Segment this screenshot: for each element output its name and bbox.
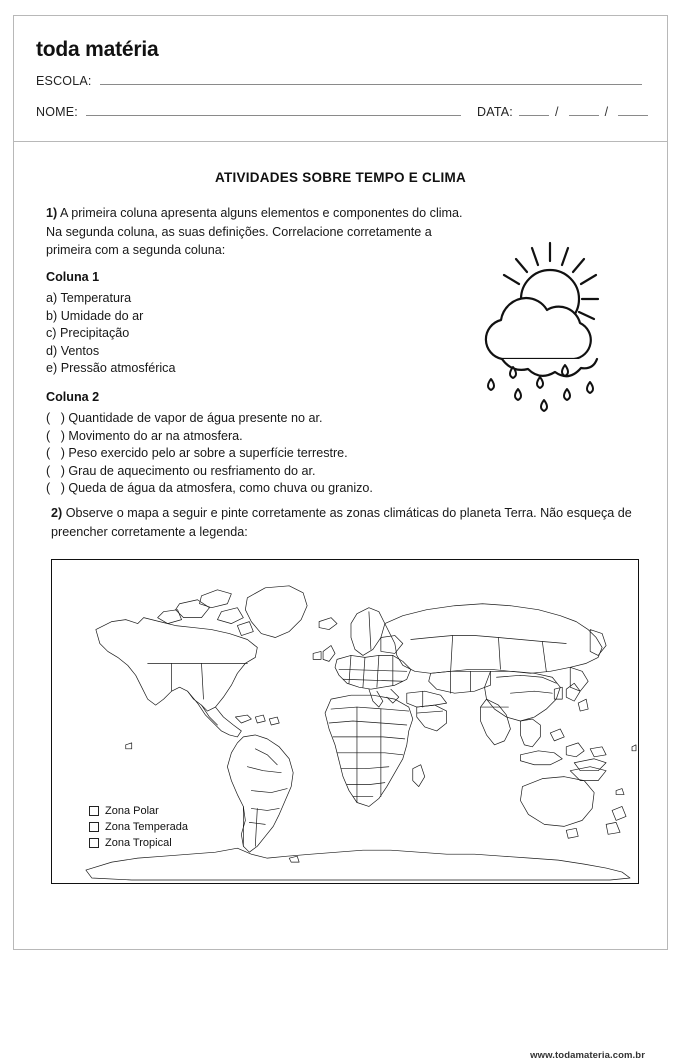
question-1-text: A primeira coluna apresenta alguns elementos e componentes do clima. Na segunda coluna, as suas definições. Correlacione corretamente a primeira com a segunda coluna: xyxy=(46,206,463,257)
column-2-item[interactable]: ( ) Grau de aquecimento ou resfriamento do ar. xyxy=(46,463,316,478)
worksheet-page xyxy=(13,15,668,1061)
date-separator-2: / xyxy=(604,105,609,119)
school-label: ESCOLA: xyxy=(36,74,92,88)
date-month-line[interactable] xyxy=(569,115,599,116)
question-1-number: 1) xyxy=(46,206,58,220)
legend-item-zona-tropical[interactable] xyxy=(89,837,188,849)
page-title: ATIVIDADES SOBRE TEMPO E CLIMA xyxy=(214,170,466,185)
legend-label: Zona Tropical xyxy=(105,837,172,849)
school-input-line[interactable] xyxy=(100,84,642,85)
date-year-line[interactable] xyxy=(618,115,648,116)
legend-item-zona-polar[interactable] xyxy=(89,805,188,817)
date-field-group xyxy=(477,105,648,119)
column-2-heading: Coluna 2 xyxy=(46,390,100,404)
column-1-item: c) Precipitação xyxy=(46,326,130,341)
map-legend xyxy=(89,805,188,853)
checkbox-zona-tropical[interactable] xyxy=(89,838,99,848)
checkbox-zona-polar[interactable] xyxy=(89,806,99,816)
column-1-heading: Coluna 1 xyxy=(46,270,100,284)
legend-item-zona-temperada[interactable] xyxy=(89,821,188,833)
column-2-item[interactable]: ( ) Quantidade de vapor de água presente no ar. xyxy=(46,411,323,425)
school-field-row xyxy=(36,74,656,88)
date-day-line[interactable] xyxy=(519,115,549,116)
column-1-item: e) Pressão atmosférica xyxy=(46,361,176,376)
question-2-prompt xyxy=(51,504,651,541)
column-1-item: b) Umidade do ar xyxy=(46,308,144,323)
column-2-item[interactable]: ( ) Peso exercido pelo ar sobre a superfície terrestre. xyxy=(46,446,348,461)
question-1-prompt xyxy=(46,204,476,260)
checkbox-zona-temperada[interactable] xyxy=(89,822,99,832)
name-input-line[interactable] xyxy=(86,115,461,116)
question-2-text: Observe o mapa a seguir e pinte corretamente as zonas climáticas do planeta Terra. Não esqueça de preencher corretamente a legenda: xyxy=(51,506,632,539)
legend-label: Zona Polar xyxy=(105,805,159,817)
sun-behind-cloud-rain-icon xyxy=(466,237,636,417)
column-2-item[interactable]: ( ) Queda de água da atmosfera, como chuva ou granizo. xyxy=(46,481,373,496)
page-header xyxy=(14,16,667,142)
cloud-icon xyxy=(486,298,597,376)
date-label: DATA: xyxy=(476,105,513,119)
column-2-list xyxy=(46,410,373,498)
name-field-row xyxy=(36,105,656,119)
column-1-item: a) Temperatura xyxy=(46,291,132,305)
footer-url: www.todamateria.com.br xyxy=(530,1050,645,1061)
brand-logo: toda matéria xyxy=(36,38,159,61)
date-separator-1: / xyxy=(554,105,559,119)
question-2-number: 2) xyxy=(51,506,63,520)
name-label: NOME: xyxy=(36,105,78,119)
legend-label: Zona Temperada xyxy=(105,821,188,833)
column-1-item: d) Ventos xyxy=(46,343,100,358)
world-map-frame[interactable] xyxy=(51,559,639,884)
column-2-item[interactable]: ( ) Movimento do ar na atmosfera. xyxy=(46,428,243,443)
column-1-list xyxy=(46,290,176,378)
